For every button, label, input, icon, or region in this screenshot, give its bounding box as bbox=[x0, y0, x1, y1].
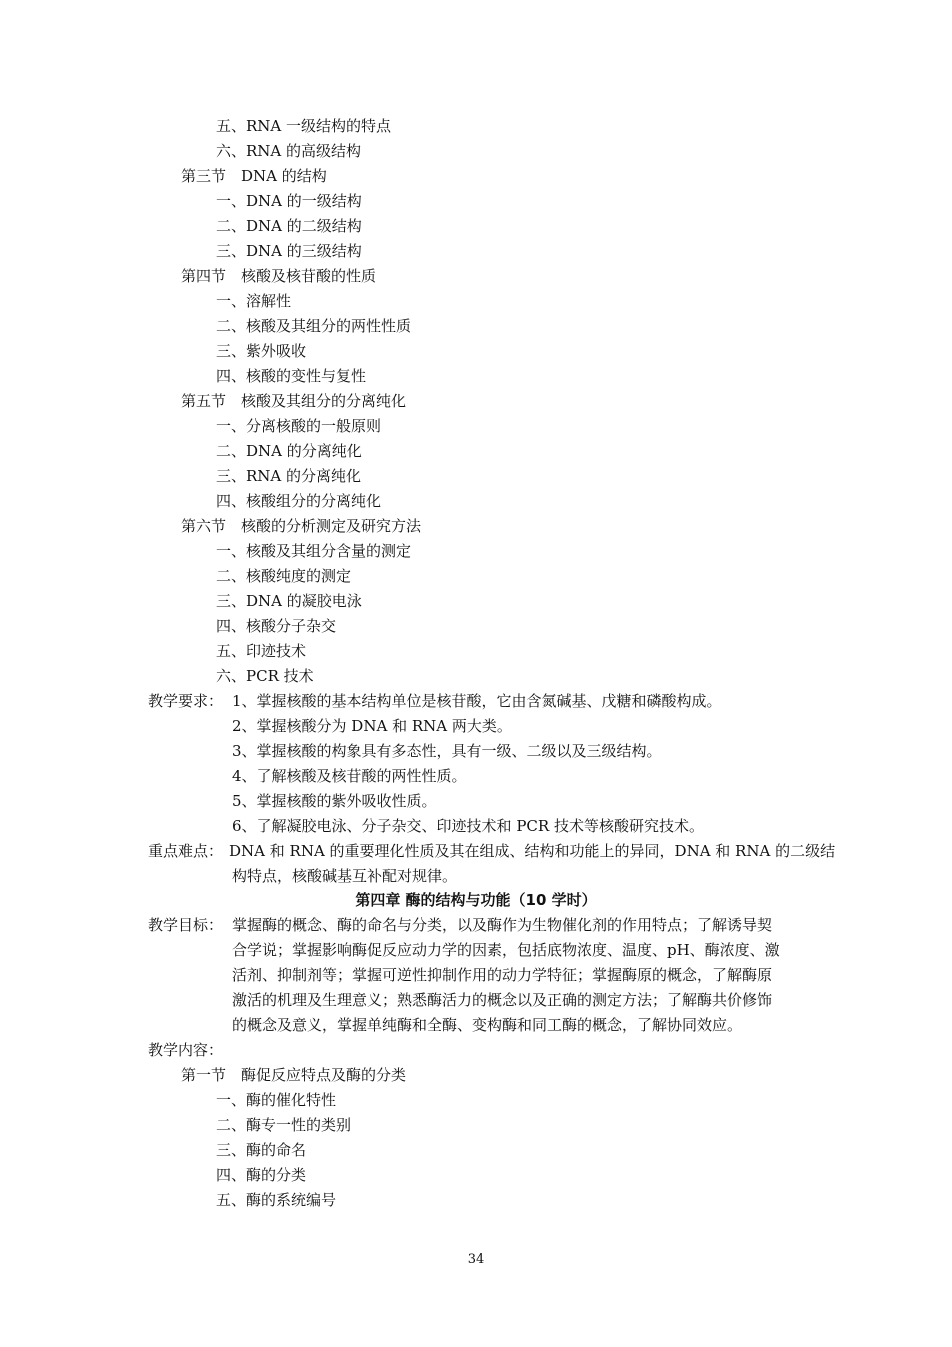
outline-item: 五、印迹技术 bbox=[216, 642, 307, 660]
requirement-item: 3、掌握核酸的构象具有多态性，具有一级、二级以及三级结构。 bbox=[232, 742, 662, 760]
outline-item: 四、核酸组分的分离纯化 bbox=[216, 492, 382, 510]
section-heading: 第六节 核酸的分析测定及研究方法 bbox=[181, 517, 422, 535]
outline-item: 二、DNA 的分离纯化 bbox=[216, 442, 362, 460]
requirements-label: 教学要求： bbox=[148, 692, 224, 710]
outline-item: 二、核酸纯度的测定 bbox=[216, 567, 352, 585]
outline-item: 五、酶的系统编号 bbox=[216, 1191, 337, 1209]
key-points-text: DNA 和 RNA 的重要理化性质及其在组成、结构和功能上的异同，DNA 和 RNA 的二级结 bbox=[229, 842, 836, 860]
outline-item: 三、紫外吸收 bbox=[216, 342, 307, 360]
key-points-text-cont: 构特点，核酸碱基互补配对规律。 bbox=[232, 867, 458, 885]
section-heading: 第四节 核酸及核苷酸的性质 bbox=[181, 267, 377, 285]
outline-item: 二、酶专一性的类别 bbox=[216, 1116, 352, 1134]
requirement-item: 4、了解核酸及核苷酸的两性性质。 bbox=[232, 767, 467, 785]
section-heading: 第一节 酶促反应特点及酶的分类 bbox=[181, 1066, 407, 1084]
requirement-item: 6、了解凝胶电泳、分子杂交、印迹技术和 PCR 技术等核酸研究技术。 bbox=[232, 817, 704, 835]
requirement-item: 2、掌握核酸分为 DNA 和 RNA 两大类。 bbox=[232, 717, 512, 735]
goals-line: 激活的机理及生理意义；熟悉酶活力的概念以及正确的测定方法；了解酶共价修饰 bbox=[232, 991, 773, 1009]
outline-item: 二、DNA 的二级结构 bbox=[216, 217, 362, 235]
outline-item: 二、核酸及其组分的两性性质 bbox=[216, 317, 412, 335]
outline-item: 三、DNA 的三级结构 bbox=[216, 242, 362, 260]
goals-line: 活剂、抑制剂等；掌握可逆性抑制作用的动力学特征；掌握酶原的概念，了解酶原 bbox=[232, 966, 773, 984]
key-points-label: 重点难点： bbox=[148, 842, 224, 860]
outline-item: 三、酶的命名 bbox=[216, 1141, 307, 1159]
outline-item: 三、DNA 的凝胶电泳 bbox=[216, 592, 362, 610]
page-number: 34 bbox=[467, 1252, 485, 1267]
goals-line: 的概念及意义，掌握单纯酶和全酶、变构酶和同工酶的概念，了解协同效应。 bbox=[232, 1016, 743, 1034]
outline-item: 六、PCR 技术 bbox=[216, 667, 314, 685]
outline-item: 四、核酸的变性与复性 bbox=[216, 367, 367, 385]
outline-item: 六、RNA 的高级结构 bbox=[216, 142, 362, 160]
section-heading: 第三节 DNA 的结构 bbox=[181, 167, 327, 185]
outline-item: 一、核酸及其组分含量的测定 bbox=[216, 542, 412, 560]
outline-item: 四、核酸分子杂交 bbox=[216, 617, 337, 635]
outline-item: 五、RNA 一级结构的特点 bbox=[216, 117, 392, 135]
outline-item: 一、DNA 的一级结构 bbox=[216, 192, 362, 210]
section-heading: 第五节 核酸及其组分的分离纯化 bbox=[181, 392, 407, 410]
goals-line: 合学说；掌握影响酶促反应动力学的因素，包括底物浓度、温度、pH、酶浓度、激 bbox=[232, 941, 780, 959]
requirement-item: 1、掌握核酸的基本结构单位是核苷酸，它由含氮碱基、戊糖和磷酸构成。 bbox=[232, 692, 722, 710]
outline-item: 四、酶的分类 bbox=[216, 1166, 307, 1184]
outline-item: 一、分离核酸的一般原则 bbox=[216, 417, 382, 435]
chapter-title: 第四章 酶的结构与功能（10 学时） bbox=[355, 891, 597, 909]
outline-item: 一、酶的催化特性 bbox=[216, 1091, 337, 1109]
content-label: 教学内容： bbox=[148, 1041, 224, 1059]
goals-line: 掌握酶的概念、酶的命名与分类，以及酶作为生物催化剂的作用特点；了解诱导契 bbox=[232, 916, 773, 934]
requirement-item: 5、掌握核酸的紫外吸收性质。 bbox=[232, 792, 437, 810]
outline-item: 一、溶解性 bbox=[216, 292, 292, 310]
outline-item: 三、RNA 的分离纯化 bbox=[216, 467, 362, 485]
goals-label: 教学目标： bbox=[148, 916, 224, 934]
